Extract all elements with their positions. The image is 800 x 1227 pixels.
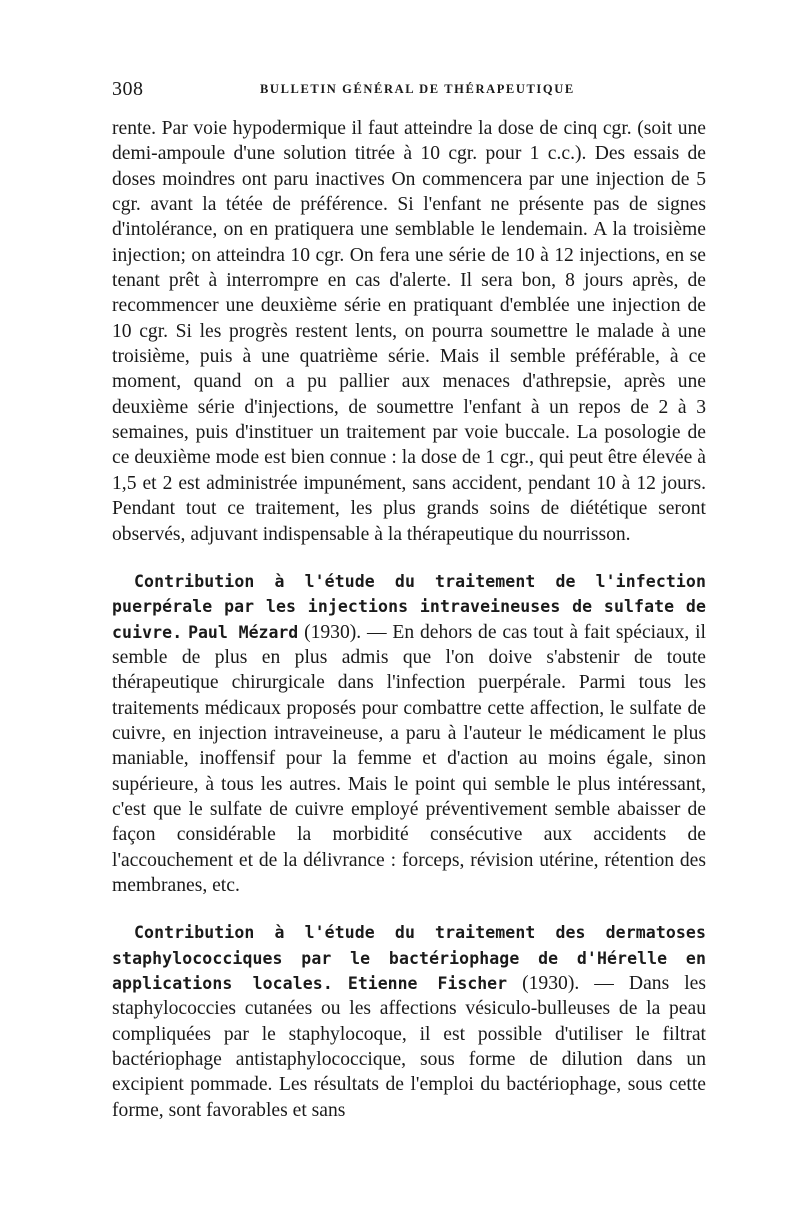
page-number: 308 <box>112 78 144 100</box>
continued-paragraph: rente. Par voie hypodermique il faut atteindre la dose de cinq cgr. (soit une demi-ampoule d'une solution titrée à 10 cgr. pour 1 c.c.). Des essais de doses moindres ont paru inactives On commencera par une injection de 5 cgr. avant la tétée de préférence. Si l'enfant ne présente pas de signes d'intolérance, on en pratiquera une semblable le lendemain. A la troisième injection; on atteindra 10 cgr. On fera une série de 10 à 12 injections, en se tenant prêt à interrompre en cas d'alerte. Il sera bon, 8 jours après, de recommencer une deuxième série en pratiquant d'emblée une injection de 10 cgr. Si les progrès restent lents, on pourra soumettre le malade à une troisième, puis à une quatrième série. Mais il semble préférable, à ce moment, quand on a pu pallier aux menaces d'athrepsie, après une deuxième série d'injections, de soumettre l'enfant à un repos de 2 à 3 semaines, puis d'instituer un traitement par voie buccale. La posologie de ce deuxième mode est bien connue : la dose de 1 cgr., qui peut être élevée à 1,5 et 2 est administrée impunément, sans accident, pendant 10 à 12 jours. Pendant tout ce traitement, les plus grands soins de diététique seront observés, adjuvant indispensable à la thérapeutique du nourrisson. <box>112 118 706 545</box>
page-header <box>112 78 706 102</box>
abstract-mezard <box>112 569 706 898</box>
abstract-title: Contribution à l'étude du traitement des dermatoses staphylococciques par le bactériophage de d'Hérelle en applications locales. <box>112 923 706 993</box>
page-body <box>112 116 706 1123</box>
running-head: BULLETIN GÉNÉRAL DE THÉRAPEUTIQUE <box>260 82 575 96</box>
abstract-author: Etienne Fischer <box>347 974 508 993</box>
abstract-title: Contribution à l'étude du traitement de l'infection puerpérale par les injections intraveineuses de sulfate de cuivre. <box>112 571 706 642</box>
abstract-fischer <box>112 920 706 1123</box>
abstract-author: Paul Mézard <box>188 622 299 642</box>
abstract-text: — En dehors de cas tout à fait spéciaux, il semble de plus en plus admis que l'on doive s'abstenir de toute thérapeutique chirurgicale dans l'infection puerpérale. Parmi tous les traitements médicaux proposés pour combattre cette affection, le sulfate de cuivre, en injection intraveineuse, a paru à l'auteur le médicament le plus maniable, inoffensif pour la femme et d'action au moins égale, sinon supérieure, à tous les autres. Mais le point qui semble le plus intéressant, c'est que le sulfate de cuivre employé préventivement semble abaisser de façon considérable la morbidité consécutive aux accidents de l'accouchement et de la délivrance : forceps, révision utérine, rétention des membranes, etc. <box>112 621 706 896</box>
abstract-year: (1930). <box>304 621 362 643</box>
abstract-year: (1930). <box>522 973 580 994</box>
abstract-text: — Dans les staphylococcies cutanées ou les affections vésiculo-bulleuses de la peau compliquées par le staphylocoque, il est possible d'utiliser le filtrat bactériophage antistaphylococcique, sous forme de dilution dans un excipient pommade. Les résultats de l'emploi du bactériophage, sous cette forme, sont favorables et sans <box>112 973 706 1121</box>
